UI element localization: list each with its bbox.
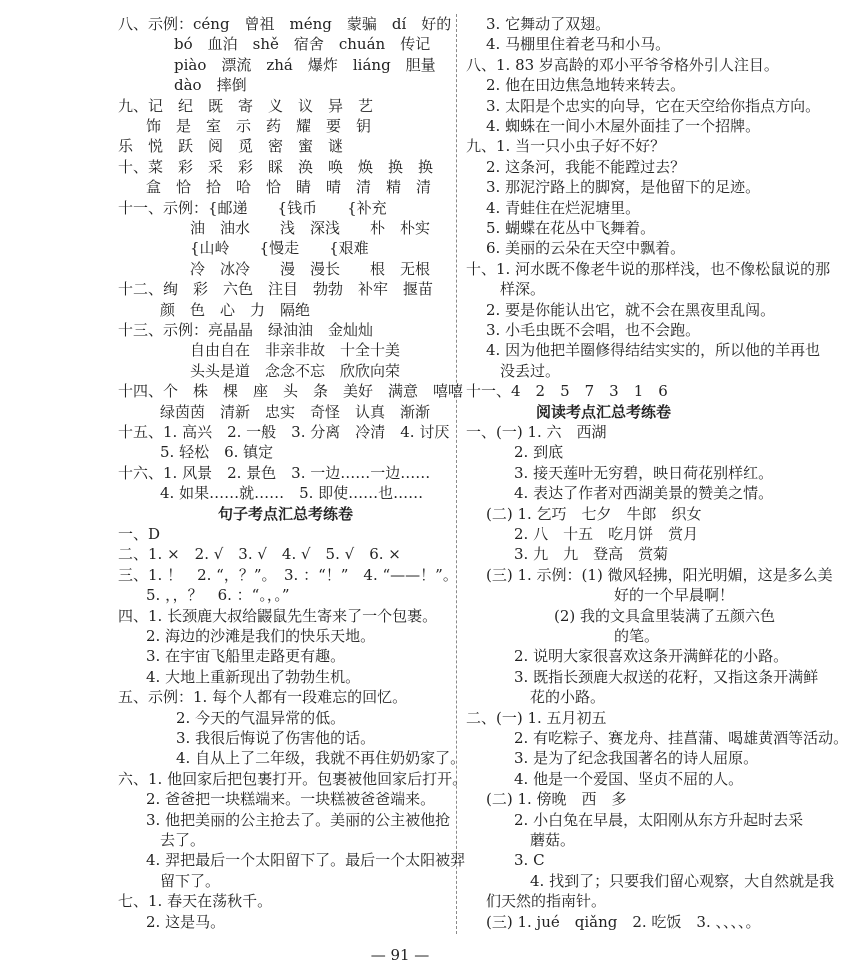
left-line-23: 4. 如果……就…… 5. 即使……也…… (160, 484, 424, 503)
right-line-16: 4. 因为他把羊圈修得结结实实的，所以他的羊再也 (486, 341, 821, 360)
left-line-10: 油 油水 浅 深浅 朴 朴实 (190, 219, 431, 237)
left-line-6: 乐 悦 跃 阅 觅 密 蜜 谜 (118, 137, 344, 156)
right-line-42: 们天然的指南针。 (486, 892, 607, 911)
right-line-26: (三) 1. 示例：(1) 微风轻拂，阳光明媚，这是多么美 (486, 565, 833, 584)
left-line-31: 4. 大地上重新现出了勃勃生机。 (146, 667, 361, 686)
right-line-19: 一、(一) 1. 六 西湖 (466, 423, 607, 441)
right-line-21: 3. 接天莲叶无穷碧，映日荷花别样红。 (514, 463, 774, 482)
right-line-5: 4. 蜘蛛在一间小木屋外面挂了一个招牌。 (486, 117, 761, 135)
column-divider (456, 14, 457, 934)
left-line-36: 六、1. 他回家后把包裹打开。包裹被他回家后打开。 (118, 769, 468, 788)
left-line-29: 2. 海边的沙滩是我们的快乐天地。 (146, 627, 376, 645)
left-line-1: bó 血泊 shě 宿舍 chuán 传记 (174, 35, 431, 54)
left-line-33: 2. 今天的气温异常的低。 (176, 708, 346, 727)
right-line-14: 2. 要是你能认出它，就不会在黑夜里乱闯。 (486, 300, 776, 319)
left-line-20: 十五、1. 高兴 2. 一般 3. 分离 冷清 4. 讨厌 (118, 423, 450, 441)
right-line-43: (三) 1. jué qiǎng 2. 吃饭 3. 、、、、。 (486, 912, 761, 931)
right-line-2: 八、1. 83 岁高龄的邓小平爷爷格外引人注目。 (466, 55, 779, 74)
right-line-11: 6. 美丽的云朵在天空中飘着。 (486, 239, 686, 258)
left-line-17: 头头是道 念念不忘 欣欣向荣 (190, 361, 401, 380)
left-line-42: 七、1. 春天在荡秋千。 (118, 892, 273, 911)
right-line-30: 2. 说明大家很喜欢这条开满鲜花的小路。 (514, 647, 789, 666)
left-line-39: 去了。 (160, 831, 206, 849)
left-line-5: 饰 是 室 示 药 耀 要 钥 (146, 117, 372, 135)
left-line-35: 4. 自从上了二年级，我就不再住奶奶家了。 (176, 749, 466, 768)
right-line-15: 3. 小毛虫既不会唱，也不会跑。 (486, 321, 701, 339)
right-line-24: 2. 八 十五 吃月饼 赏月 (514, 525, 699, 543)
left-line-32: 五、示例：1. 每个人都有一段难忘的回忆。 (118, 688, 408, 707)
right-line-40: 3. C (514, 851, 545, 870)
left-line-0: 八、示例：céng 曾祖 méng 蒙骗 dí 好的 (118, 15, 452, 33)
right-line-23: (二) 1. 乞巧 七夕 牛郎 织女 (486, 504, 702, 523)
page-number: — 91 — (370, 946, 430, 964)
left-line-9: 十一、示例：{邮递 {钱币 {补充 (118, 198, 387, 217)
left-line-38: 3. 他把美丽的公主抢去了。美丽的公主被他抢 (146, 810, 451, 829)
right-line-12: 十、1. 河水既不像老牛说的那样浅，也不像松鼠说的那 (466, 259, 831, 278)
right-line-27: 好的一个早晨啊！ (614, 586, 735, 605)
right-line-31: 3. 既指长颈鹿大叔送的花籽，又指这条开满鲜 (514, 667, 819, 686)
left-line-8: 盒 恰 拾 哈 恰 睛 晴 清 精 清 (146, 178, 432, 197)
left-line-27: 5. ，，？ 6. ：“。，。” (146, 586, 290, 605)
left-line-40: 4. 羿把最后一个太阳留下了。最后一个太阳被羿 (146, 851, 466, 870)
left-line-30: 3. 在宇宙飞船里走路更有趣。 (146, 647, 346, 666)
right-line-3: 2. 他在田边焦急地转来转去。 (486, 76, 686, 95)
right-line-6: 九、1. 当一只小虫子好不好？ (466, 137, 666, 156)
right-line-18: 十一、4 2 5 7 3 1 6 (466, 382, 668, 401)
left-line-16: 自由自在 非亲非故 十全十美 (190, 341, 401, 360)
right-line-7: 2. 这条河，我能不能蹚过去？ (486, 157, 686, 176)
right-line-41: 4. 找到了；只要我们留心观察，大自然就是我 (530, 871, 835, 890)
left-line-11: {山岭 {慢走 {艰难 (190, 239, 369, 258)
right-line-39: 蘑菇。 (530, 831, 576, 849)
section-title-reading: 阅读考点汇总考练卷 (536, 402, 672, 421)
left-line-18: 十四、个 株 棵 座 头 条 美好 满意 嘻嘻 (118, 382, 464, 401)
right-line-1: 4. 马棚里住着老马和小马。 (486, 35, 671, 54)
right-line-34: 2. 有吃粽子、赛龙舟、挂菖蒲、喝雄黄酒等活动。 (514, 729, 848, 747)
left-line-34: 3. 我很后悔说了伤害他的话。 (176, 729, 376, 747)
right-line-8: 3. 那泥泞路上的脚窝，是他留下的足迹。 (486, 178, 761, 197)
left-line-26: 三、1. ！ 2. “，？”。 3. ：“！” 4. “——！”。 (118, 565, 458, 584)
right-line-13: 样深。 (500, 280, 546, 299)
left-line-3: dào 摔倒 (174, 76, 247, 95)
right-line-32: 花的小路。 (530, 688, 606, 707)
right-line-37: (二) 1. 傍晚 西 多 (486, 790, 627, 809)
left-line-12: 冷 冰冷 漫 漫长 根 无根 (190, 259, 431, 278)
left-line-21: 5. 轻松 6. 镇定 (160, 443, 274, 462)
right-line-29: 的笔。 (614, 627, 660, 645)
left-line-43: 2. 这是马。 (146, 912, 226, 931)
left-line-4: 九、记 纪 既 寄 义 议 异 艺 (118, 96, 374, 115)
left-line-37: 2. 爸爸把一块糕端来。一块糕被爸爸端来。 (146, 790, 436, 809)
right-line-38: 2. 小白兔在早晨，太阳刚从东方升起时去采 (514, 810, 804, 829)
left-line-15: 十三、示例：亮晶晶 绿油油 金灿灿 (118, 321, 374, 339)
right-line-4: 3. 太阳是个忠实的向导，它在天空给你指点方向。 (486, 96, 821, 115)
left-line-13: 十二、绚 彩 六色 注目 勃勃 补牢 揠苗 (118, 280, 434, 299)
right-line-35: 3. 是为了纪念我国著名的诗人屈原。 (514, 749, 759, 768)
left-line-2: piào 漂流 zhá 爆炸 liáng 胆量 (174, 55, 436, 74)
left-line-19: 绿茵茵 清新 忠实 奇怪 认真 渐渐 (160, 402, 431, 421)
left-line-41: 留下了。 (160, 871, 221, 890)
section-title-sentence: 句子考点汇总考练卷 (218, 504, 354, 523)
right-line-33: 二、(一) 1. 五月初五 (466, 708, 607, 727)
right-line-0: 3. 它舞动了双翅。 (486, 15, 611, 33)
right-line-20: 2. 到底 (514, 443, 564, 462)
left-line-24: 一、D (118, 525, 161, 543)
right-line-36: 4. 他是一个爱国、坚贞不屈的人。 (514, 769, 744, 788)
right-line-25: 3. 九 九 登高 赏菊 (514, 545, 669, 564)
right-line-10: 5. 蝴蝶在花丛中飞舞着。 (486, 219, 656, 237)
right-line-17: 没丢过。 (500, 361, 561, 380)
right-line-9: 4. 青蛙住在烂泥塘里。 (486, 198, 641, 217)
right-line-22: 4. 表达了作者对西湖美景的赞美之情。 (514, 484, 774, 503)
left-line-7: 十、菜 彩 采 彩 睬 涣 唤 焕 换 换 (118, 157, 434, 176)
left-line-14: 颜 色 心 力 隔绝 (160, 300, 311, 319)
left-line-22: 十六、1. 风景 2. 景色 3. 一边……一边…… (118, 463, 431, 482)
right-line-28: (2) 我的文具盒里装满了五颜六色 (554, 606, 776, 625)
left-line-25: 二、1. × 2. √ 3. √ 4. √ 5. √ 6. × (118, 545, 401, 564)
left-line-28: 四、1. 长颈鹿大叔给鼹鼠先生寄来了一个包裹。 (118, 606, 438, 625)
